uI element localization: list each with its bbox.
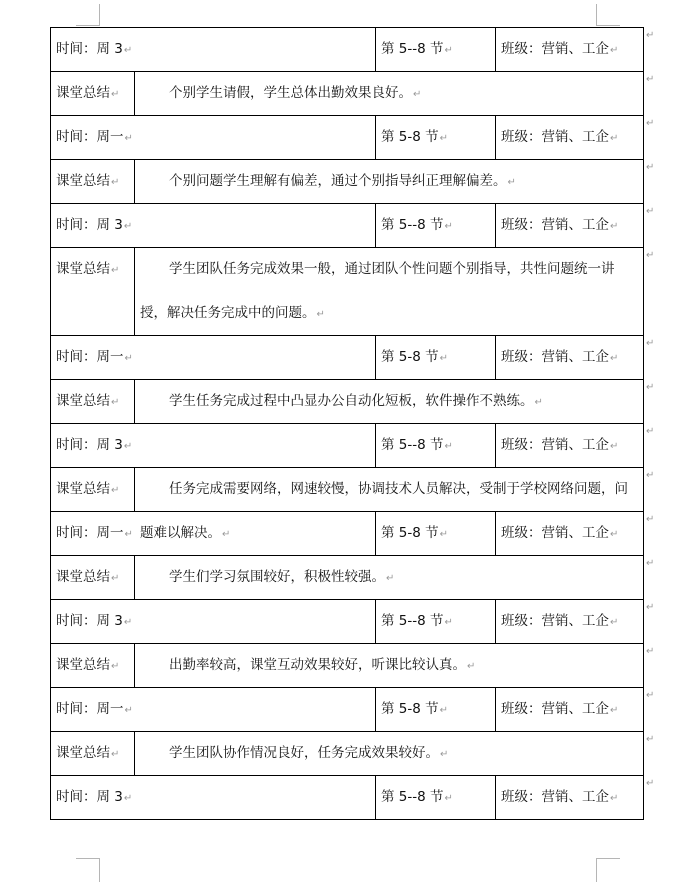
row-end-mark: ↵ (646, 778, 655, 789)
paragraph-mark: ↵ (413, 89, 422, 100)
class-cell (501, 40, 618, 60)
summary-label: 课堂总结 (56, 569, 110, 585)
time-label: 时间：周 3 (56, 217, 123, 233)
row-border (50, 115, 644, 116)
time-label: 时间：周一 (56, 129, 124, 145)
paragraph-mark: ↵ (439, 353, 449, 364)
paragraph-mark: ↵ (316, 309, 325, 320)
row-end-mark: ↵ (646, 74, 655, 85)
row-border (50, 819, 644, 820)
paragraph-mark: ↵ (439, 705, 449, 716)
class-cell (501, 436, 618, 456)
class-label: 班级：营销、工企 (501, 437, 609, 453)
paragraph-mark: ↵ (610, 793, 619, 804)
paragraph-mark: ↵ (439, 529, 449, 540)
paragraph-mark: ↵ (123, 793, 133, 804)
column-divider (495, 27, 496, 71)
column-divider (495, 599, 496, 643)
paragraph-mark: ↵ (467, 661, 476, 672)
row-end-mark: ↵ (646, 162, 655, 173)
row-end-mark: ↵ (646, 690, 655, 701)
class-cell (501, 524, 618, 544)
time-label: 时间：周一 (56, 525, 124, 541)
paragraph-mark: ↵ (124, 133, 133, 144)
paragraph-mark: ↵ (507, 177, 516, 188)
paragraph-mark: ↵ (610, 705, 619, 716)
summary-text: 个别学生请假，学生总体出勤效果良好。 (169, 85, 412, 101)
paragraph-mark: ↵ (124, 529, 133, 540)
summary-label-cell (56, 260, 119, 280)
summary-text-cell (140, 555, 638, 601)
class-cell (501, 788, 618, 808)
column-divider (495, 115, 496, 159)
summary-label: 课堂总结 (56, 261, 110, 277)
paragraph-mark: ↵ (111, 177, 120, 188)
time-cell (56, 348, 133, 368)
column-divider (134, 643, 135, 687)
crop-mark-top-right-h (596, 25, 620, 26)
class-label: 班级：营销、工企 (501, 349, 609, 365)
column-divider (134, 247, 135, 335)
summary-text: 任务完成需要网络，网速较慢，协调技术人员解决，受制于学校网络问题，问题难以解决。 (140, 481, 628, 541)
summary-label-cell (56, 744, 119, 764)
time-cell (56, 524, 133, 544)
paragraph-mark: ↵ (610, 617, 619, 628)
row-end-mark: ↵ (646, 30, 655, 41)
paragraph-mark: ↵ (386, 573, 395, 584)
paragraph-mark: ↵ (111, 573, 120, 584)
column-divider (375, 115, 376, 159)
summary-label: 课堂总结 (56, 745, 110, 761)
column-divider (495, 511, 496, 555)
time-label: 时间：周一 (56, 701, 124, 717)
period-cell (381, 524, 448, 544)
row-border (50, 71, 644, 72)
time-cell (56, 216, 132, 236)
crop-mark-top-left (99, 4, 100, 26)
summary-label: 课堂总结 (56, 657, 110, 673)
row-border (50, 335, 644, 336)
period-cell (381, 612, 453, 632)
summary-label: 课堂总结 (56, 393, 110, 409)
row-end-mark: ↵ (646, 118, 655, 129)
class-cell (501, 700, 618, 720)
paragraph-mark: ↵ (111, 485, 120, 496)
class-label: 班级：营销、工企 (501, 613, 609, 629)
row-border (50, 687, 644, 688)
paragraph-mark: ↵ (610, 221, 619, 232)
time-cell (56, 788, 132, 808)
time-label: 时间：周 3 (56, 789, 123, 805)
class-label: 班级：营销、工企 (501, 41, 609, 57)
paragraph-mark: ↵ (123, 221, 133, 232)
paragraph-mark: ↵ (440, 749, 449, 760)
time-label: 时间：周 3 (56, 613, 123, 629)
class-label: 班级：营销、工企 (501, 129, 609, 145)
row-border (50, 643, 644, 644)
paragraph-mark: ↵ (534, 397, 543, 408)
column-divider (375, 511, 376, 555)
period-label: 第 5--8 节 (381, 217, 444, 233)
paragraph-mark: ↵ (610, 441, 619, 452)
paragraph-mark: ↵ (444, 617, 453, 628)
period-label: 第 5--8 节 (381, 437, 444, 453)
period-cell (381, 348, 448, 368)
column-divider (134, 159, 135, 203)
summary-text: 学生团队任务完成效果一般，通过团队个性问题个别指导，共性问题统一讲授，解决任务完成中的问题。 (140, 261, 615, 321)
column-divider (495, 203, 496, 247)
crop-mark-bottom-left (99, 858, 100, 882)
paragraph-mark: ↵ (124, 705, 133, 716)
class-label: 班级：营销、工企 (501, 525, 609, 541)
column-divider (134, 71, 135, 115)
paragraph-mark: ↵ (610, 353, 619, 364)
paragraph-mark: ↵ (444, 221, 453, 232)
column-divider (375, 687, 376, 731)
table-border-left (50, 27, 51, 820)
row-border (50, 203, 644, 204)
row-end-mark: ↵ (646, 382, 655, 393)
period-label: 第 5--8 节 (381, 613, 444, 629)
time-cell (56, 700, 133, 720)
time-cell (56, 612, 132, 632)
summary-text-cell (140, 379, 638, 425)
period-label: 第 5--8 节 (381, 41, 444, 57)
row-border (50, 423, 644, 424)
paragraph-mark: ↵ (439, 133, 449, 144)
summary-label: 课堂总结 (56, 173, 110, 189)
row-border (50, 159, 644, 160)
summary-text: 学生们学习氛围较好，积极性较强。 (169, 569, 385, 585)
time-cell (56, 128, 133, 148)
row-end-mark: ↵ (646, 426, 655, 437)
paragraph-mark: ↵ (123, 617, 133, 628)
summary-text-cell (140, 159, 638, 205)
period-label: 第 5-8 节 (381, 349, 439, 365)
class-label: 班级：营销、工企 (501, 789, 609, 805)
paragraph-mark: ↵ (610, 133, 619, 144)
class-label: 班级：营销、工企 (501, 701, 609, 717)
paragraph-mark: ↵ (123, 45, 133, 56)
column-divider (134, 379, 135, 423)
summary-label-cell (56, 656, 119, 676)
summary-text: 学生任务完成过程中凸显办公自动化短板，软件操作不熟练。 (169, 393, 534, 409)
row-end-mark: ↵ (646, 338, 655, 349)
summary-label-cell (56, 172, 119, 192)
row-border (50, 775, 644, 776)
row-end-mark: ↵ (646, 602, 655, 613)
paragraph-mark: ↵ (610, 529, 619, 540)
paragraph-mark: ↵ (123, 441, 133, 452)
summary-label: 课堂总结 (56, 481, 110, 497)
summary-text: 学生团队协作情况良好，任务完成效果较好。 (169, 745, 439, 761)
summary-label-cell (56, 480, 119, 500)
period-label: 第 5-8 节 (381, 129, 439, 145)
column-divider (375, 599, 376, 643)
column-divider (134, 467, 135, 511)
column-divider (375, 423, 376, 467)
column-divider (375, 203, 376, 247)
period-cell (381, 40, 453, 60)
row-border (50, 247, 644, 248)
crop-mark-bottom-right (596, 858, 597, 882)
crop-mark-top-left-h (76, 25, 100, 26)
summary-text: 个别问题学生理解有偏差，通过个别指导纠正理解偏差。 (169, 173, 507, 189)
summary-text-cell (140, 731, 638, 777)
column-divider (375, 27, 376, 71)
period-cell (381, 436, 453, 456)
class-cell (501, 612, 618, 632)
row-border (50, 379, 644, 380)
time-label: 时间：周 3 (56, 41, 123, 57)
paragraph-mark: ↵ (111, 397, 120, 408)
summary-label-cell (56, 568, 119, 588)
paragraph-mark: ↵ (444, 793, 453, 804)
row-end-mark: ↵ (646, 250, 655, 261)
class-cell (501, 128, 618, 148)
paragraph-mark: ↵ (222, 529, 231, 540)
row-end-mark: ↵ (646, 734, 655, 745)
period-label: 第 5--8 节 (381, 789, 444, 805)
column-divider (495, 687, 496, 731)
summary-text-cell (140, 71, 638, 117)
time-cell (56, 40, 132, 60)
time-cell (56, 436, 132, 456)
row-end-mark: ↵ (646, 558, 655, 569)
period-label: 第 5-8 节 (381, 525, 439, 541)
period-label: 第 5-8 节 (381, 701, 439, 717)
crop-mark-bottom-right-h (596, 858, 620, 859)
summary-label-cell (56, 392, 119, 412)
summary-text: 出勤率较高，课堂互动效果较好，听课比较认真。 (169, 657, 466, 673)
row-border (50, 27, 644, 28)
crop-mark-bottom-left-h (76, 858, 100, 859)
summary-label-cell (56, 84, 119, 104)
column-divider (375, 775, 376, 819)
paragraph-mark: ↵ (444, 45, 453, 56)
paragraph-mark: ↵ (111, 749, 120, 760)
row-end-mark: ↵ (646, 470, 655, 481)
class-cell (501, 216, 618, 236)
column-divider (495, 775, 496, 819)
crop-mark-top-right (596, 4, 597, 26)
row-border (50, 555, 644, 556)
time-label: 时间：周一 (56, 349, 124, 365)
summary-text-cell (140, 643, 638, 689)
column-divider (375, 335, 376, 379)
row-end-mark: ↵ (646, 514, 655, 525)
summary-label: 课堂总结 (56, 85, 110, 101)
time-label: 时间：周 3 (56, 437, 123, 453)
paragraph-mark: ↵ (444, 441, 453, 452)
column-divider (134, 731, 135, 775)
period-cell (381, 700, 448, 720)
paragraph-mark: ↵ (111, 661, 120, 672)
row-border (50, 731, 644, 732)
column-divider (134, 555, 135, 599)
paragraph-mark: ↵ (111, 265, 120, 276)
column-divider (495, 423, 496, 467)
row-end-mark: ↵ (646, 646, 655, 657)
class-label: 班级：营销、工企 (501, 217, 609, 233)
period-cell (381, 788, 453, 808)
table-border-right (643, 27, 644, 820)
row-border (50, 467, 644, 468)
row-border (50, 599, 644, 600)
row-border (50, 511, 644, 512)
period-cell (381, 128, 448, 148)
column-divider (495, 335, 496, 379)
paragraph-mark: ↵ (610, 45, 619, 56)
paragraph-mark: ↵ (111, 89, 120, 100)
class-cell (501, 348, 618, 368)
paragraph-mark: ↵ (124, 353, 133, 364)
row-end-mark: ↵ (646, 206, 655, 217)
summary-text-cell (140, 247, 638, 337)
period-cell (381, 216, 453, 236)
